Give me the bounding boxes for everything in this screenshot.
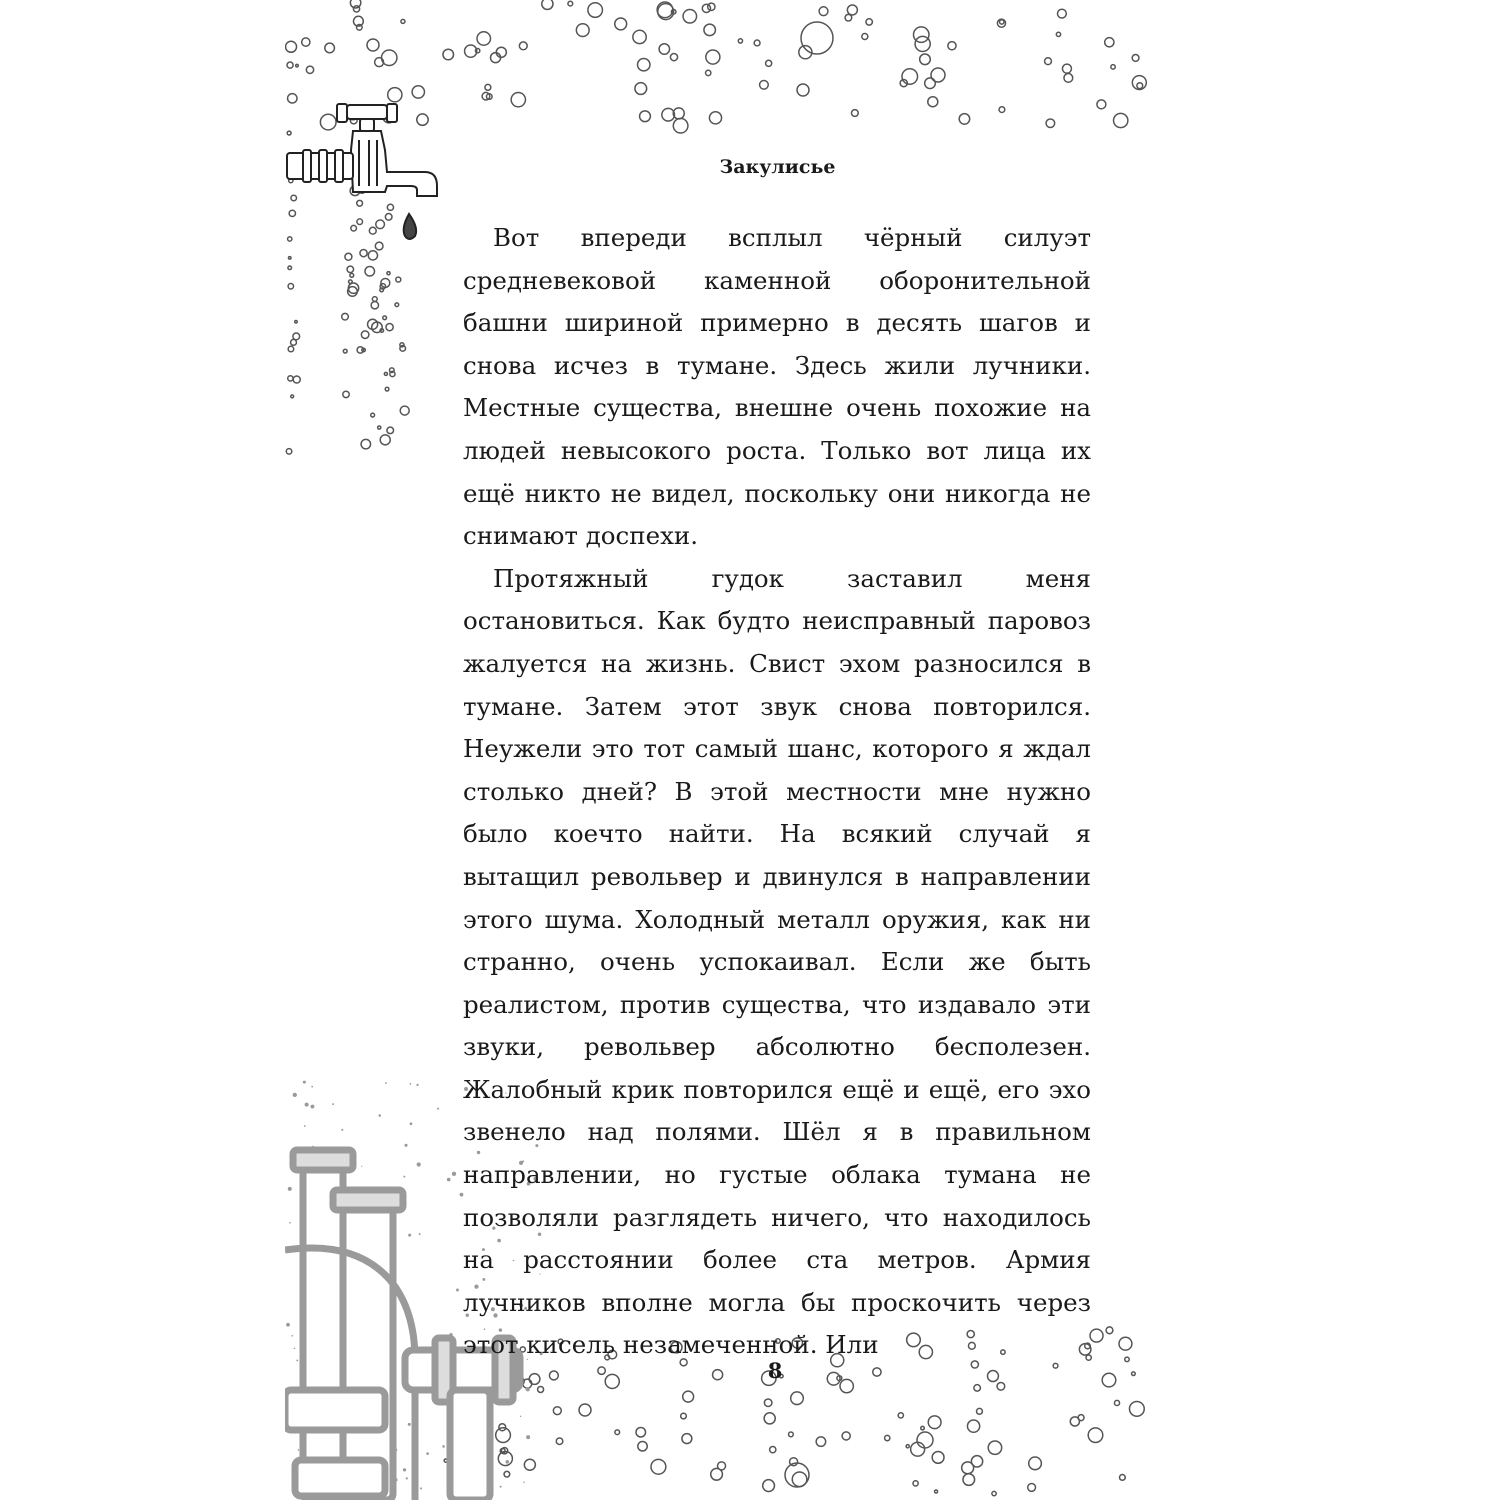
bubble — [797, 84, 809, 96]
bubble — [325, 43, 335, 53]
speckle — [506, 1460, 510, 1464]
speckle — [286, 1323, 290, 1327]
bubble — [1129, 1401, 1144, 1416]
bubble — [766, 60, 772, 66]
speckle — [385, 1082, 387, 1084]
bubble — [579, 1404, 591, 1416]
bubble — [511, 93, 525, 107]
bubble — [977, 1408, 983, 1414]
bubble — [851, 110, 858, 117]
bubble — [791, 1392, 804, 1405]
bubble — [959, 114, 970, 125]
bubble — [651, 1459, 666, 1474]
bubble — [1028, 1483, 1036, 1491]
speckle — [420, 1487, 422, 1489]
bubble — [1114, 113, 1128, 127]
speckle — [378, 1114, 381, 1117]
speckle — [304, 1125, 306, 1127]
bubble — [770, 1446, 776, 1452]
bubble — [443, 49, 454, 60]
bubble — [1120, 1475, 1126, 1481]
speckle — [426, 1452, 429, 1455]
bubble — [915, 36, 930, 51]
bubble — [371, 302, 378, 309]
speckle — [289, 1222, 291, 1224]
bubble — [885, 1435, 890, 1440]
bubble — [967, 1420, 979, 1432]
bubble — [553, 1407, 561, 1415]
bubble — [351, 225, 357, 231]
bubble — [1045, 58, 1052, 65]
bubble — [350, 273, 354, 277]
bubble — [898, 1413, 903, 1418]
bubble — [288, 94, 297, 103]
bubble — [288, 346, 294, 352]
bubble — [1090, 1329, 1103, 1342]
bubble — [343, 391, 349, 397]
bubble — [683, 1391, 694, 1402]
bubble — [387, 427, 394, 434]
bubble — [291, 195, 297, 201]
speckle — [303, 1081, 306, 1084]
bubble — [288, 284, 293, 289]
bubble — [576, 24, 589, 37]
bubble — [673, 118, 688, 133]
bubble — [670, 54, 677, 61]
bubble — [395, 303, 399, 307]
bubble — [361, 439, 371, 449]
bubble — [588, 3, 603, 18]
bubble — [932, 1451, 944, 1463]
bubble — [384, 372, 387, 375]
bubble — [295, 321, 297, 323]
speckle — [296, 1359, 298, 1361]
bubble — [291, 395, 294, 398]
bubble — [997, 1382, 1005, 1390]
bubble — [401, 19, 405, 23]
speckle — [305, 1103, 309, 1107]
bubble — [371, 413, 375, 417]
bubble — [347, 266, 353, 272]
bubble — [925, 78, 936, 89]
bubble — [417, 114, 428, 125]
speckle — [311, 1086, 313, 1088]
bubble — [1102, 1373, 1116, 1387]
bubble — [917, 1432, 933, 1448]
bubble — [1088, 1428, 1103, 1443]
bubble — [789, 1432, 794, 1437]
speckle — [523, 1481, 524, 1482]
bubble — [542, 0, 553, 9]
speckle — [416, 1084, 418, 1086]
speckle — [500, 1486, 502, 1488]
bubble — [496, 47, 506, 57]
bubble — [598, 1367, 605, 1374]
bubble — [1056, 32, 1060, 36]
bubble — [873, 1368, 881, 1376]
bubble — [360, 250, 367, 257]
bubble — [378, 426, 381, 429]
speckle — [332, 1103, 334, 1105]
speckle — [291, 1335, 293, 1337]
bubble — [819, 7, 828, 16]
bubble — [845, 14, 852, 21]
speckle — [408, 1423, 411, 1426]
speckle — [361, 1166, 362, 1167]
bubble — [368, 251, 377, 260]
bubble — [987, 1371, 998, 1382]
bubble — [380, 435, 390, 445]
bubble — [369, 227, 376, 234]
bubble — [906, 1445, 909, 1448]
bubble — [524, 1459, 535, 1470]
bubble — [383, 316, 387, 320]
paragraph: Протяжный гудок заставил меня остановиться. Как будто неисправный паровоз жалуется на жизнь. Свист эхом разносился в тумане. Затем этот звук снова повторился. Неужели это тот самый шанс, которого я ждал столько дней? В этой местности мне нужно было коечто найти. На всякий случай я вытащил револьвер и двинулся в направлении этого шума. Холодный металл оружия, как ни странно, очень успокаивал. Если же быть реалистом, против существа, что издавало эти звуки, револьвер абсолютно бесполезен. Жалобный крик повторился ещё и ещё, его эхо звенело над полями. Шёл я в правильном направлении, но густые облака тумана не позволяли разглядеть ничего, что находилось на расстоянии более ста метров. Армия лучников вполне могла бы проскочить через этот кисель незамеченной. Или — [463, 563, 1091, 1360]
bubble — [477, 32, 490, 45]
bubble — [400, 406, 409, 415]
bubble — [971, 1456, 982, 1467]
bubble — [902, 69, 918, 85]
bubble — [287, 62, 293, 68]
bubble — [754, 40, 760, 46]
bubble — [1057, 9, 1066, 18]
bubble — [372, 297, 377, 302]
bubble — [1097, 100, 1106, 109]
bubble — [999, 107, 1005, 113]
bubble — [302, 38, 310, 46]
bubble — [306, 66, 313, 73]
speckle — [447, 1178, 451, 1182]
bubble — [718, 1462, 726, 1470]
bubble — [367, 39, 379, 51]
bubble — [353, 6, 359, 12]
bubble — [296, 64, 299, 67]
bubble — [400, 343, 404, 347]
bubble — [683, 10, 697, 24]
speckle — [404, 1144, 407, 1147]
speckle — [437, 1108, 439, 1110]
bubble — [504, 1471, 510, 1477]
bubble — [1137, 83, 1143, 89]
speckle — [298, 1449, 300, 1451]
bubble — [293, 376, 300, 383]
bubble — [638, 1442, 647, 1451]
bubble — [485, 84, 491, 90]
bubble — [529, 1374, 540, 1385]
bubble — [357, 200, 363, 206]
bubble — [343, 349, 347, 353]
bubble — [1111, 65, 1115, 69]
bubble — [948, 42, 956, 50]
bubble — [763, 1480, 775, 1492]
bubble — [288, 257, 291, 260]
bubble — [713, 1370, 723, 1380]
bubble — [1029, 1457, 1042, 1470]
running-title: Закулисье — [719, 156, 836, 178]
page-number: 8 — [767, 1358, 783, 1383]
book-page — [285, 0, 1148, 1500]
bubble — [1064, 74, 1073, 83]
bubble — [538, 1386, 544, 1392]
bubble — [349, 280, 353, 284]
bubble — [928, 1416, 941, 1429]
bubble — [633, 30, 646, 43]
bubble — [615, 18, 627, 30]
bubble — [385, 387, 389, 391]
bubble — [638, 58, 650, 70]
bubble — [827, 1372, 840, 1385]
bubble — [345, 253, 352, 260]
speckle — [341, 1129, 343, 1131]
bubble — [935, 1490, 938, 1493]
speckle — [520, 1416, 521, 1417]
bubble — [388, 88, 402, 102]
bubble — [1125, 1357, 1129, 1361]
bubble — [556, 1438, 563, 1445]
speckle — [406, 1477, 408, 1479]
bubble — [365, 266, 375, 276]
bubble — [291, 339, 297, 345]
bubble — [1114, 1400, 1119, 1405]
bubble — [412, 86, 424, 98]
bubble — [709, 112, 721, 124]
bubble — [706, 70, 711, 75]
speckle — [293, 1093, 297, 1097]
speckle — [403, 1468, 406, 1471]
speckle — [288, 1187, 292, 1191]
bubble — [615, 1430, 620, 1435]
bubble — [702, 4, 710, 12]
bubble — [568, 1, 573, 6]
bubble — [320, 114, 336, 130]
bubble — [920, 54, 931, 65]
bubble — [289, 210, 295, 216]
speckle — [403, 1176, 405, 1178]
bubble — [681, 1413, 687, 1419]
bubble — [376, 220, 385, 229]
bubble — [386, 323, 393, 330]
bubble — [287, 131, 291, 135]
bubble — [764, 1413, 775, 1424]
bubble — [931, 68, 945, 82]
bubble — [1105, 38, 1114, 47]
bubble — [1070, 1417, 1079, 1426]
bubble — [357, 219, 363, 225]
bubble — [605, 1374, 619, 1388]
bubble — [1062, 64, 1071, 73]
speckle — [419, 1233, 421, 1235]
bubble — [801, 22, 833, 54]
bubble — [1106, 1327, 1113, 1334]
bubble — [963, 1474, 975, 1486]
bubble — [286, 449, 292, 455]
bubble — [475, 49, 479, 53]
speckle — [456, 1289, 459, 1292]
speckle — [452, 1172, 456, 1176]
speckle — [408, 1234, 411, 1237]
body-text — [463, 217, 1091, 1367]
bubble — [385, 214, 392, 221]
speckle — [410, 1122, 413, 1125]
bubble — [988, 1441, 1001, 1454]
bubble — [519, 42, 527, 50]
paragraph: Вот впереди всплыл чёрный силуэт средневековой каменной оборонительной башни шириной примерно в десять шагов и снова исчез в тумане. Здесь жили лучники. Местные существа, внешне очень похожие на людей невысокого роста. Только вот лица их ещё никто не видел, поскольку они никогда не снимают доспехи. — [463, 223, 1091, 551]
speckle — [294, 1348, 296, 1350]
bubble — [760, 80, 769, 89]
speckle — [442, 1445, 445, 1448]
bubble — [1046, 119, 1055, 128]
bubble — [913, 1481, 918, 1486]
bubble — [389, 368, 394, 373]
bubble — [764, 1399, 772, 1407]
speckle — [417, 1162, 421, 1166]
bubble — [840, 1379, 853, 1392]
bubble — [342, 313, 349, 320]
bubble — [738, 39, 742, 43]
bubble — [635, 83, 647, 95]
bubble — [706, 50, 720, 64]
speckle — [526, 1435, 530, 1439]
bubble — [387, 204, 393, 210]
bubble — [375, 242, 383, 250]
speckle — [526, 1387, 530, 1391]
bubble — [992, 1491, 996, 1495]
bubble — [1132, 55, 1139, 62]
bubble — [974, 1385, 981, 1392]
bubble — [842, 1432, 850, 1440]
bubble — [921, 1426, 925, 1430]
bubble — [862, 33, 868, 39]
bubble — [816, 1437, 826, 1447]
bubble — [1132, 1372, 1136, 1376]
speckle — [311, 1105, 315, 1109]
bubble — [286, 41, 297, 52]
bubble — [1119, 1337, 1132, 1350]
bubble — [662, 108, 675, 121]
bubble — [288, 376, 293, 381]
bubble — [361, 331, 369, 339]
bubble — [640, 111, 651, 122]
bubble — [387, 272, 390, 275]
bubble — [659, 44, 669, 54]
bubble — [847, 5, 857, 15]
bubble — [866, 19, 872, 25]
bubble — [928, 97, 938, 107]
bubble — [549, 1371, 558, 1380]
bubble — [682, 1434, 692, 1444]
bubble — [704, 24, 716, 36]
bubble — [288, 266, 292, 270]
speckle — [409, 1083, 411, 1085]
bubble — [396, 277, 401, 282]
bubble — [288, 237, 292, 241]
bubble — [636, 1427, 646, 1437]
